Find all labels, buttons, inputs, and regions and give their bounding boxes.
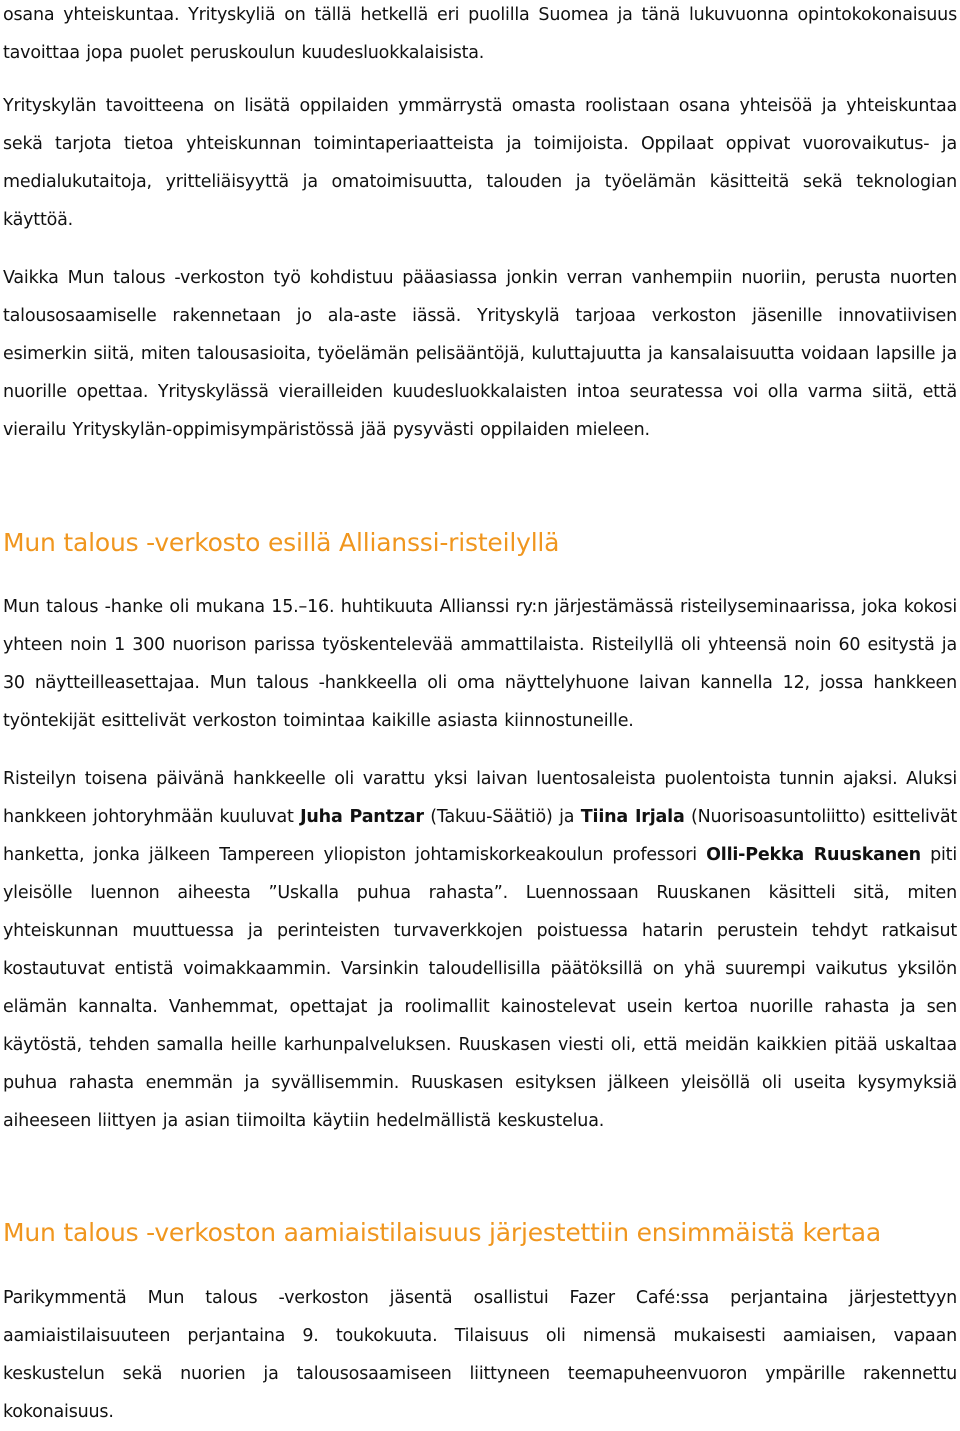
intro-paragraph-3: Vaikka Mun talous -verkoston työ kohdistuu pääasiassa jonkin verran vanhempiin nuoriin, perusta nuorten talousosaamiselle rakennetaan jo ala-aste iässä. Yrityskylä tarjoaa verkoston jäsenille innovatiivisen esimerkin siitä, miten talousasioita, työelämän pelisääntöjä, kuluttajuutta ja kansalaisuutta voidaan lapsille ja nuorille opettaa. Yrityskylässä vierailleiden kuudesluokkalaisten intoa seuratessa voi olla varma siitä, että vierailu Yrityskylän-oppimisympäristössä jää pysyvästi oppilaiden mieleen.	[3, 268, 957, 440]
allianssi-paragraph-2	[3, 760, 957, 1140]
allianssi-p2-text-c: (Nuorisoasuntoliitto) esittelivät hanketta, jonka jälkeen Tampereen yliopiston johtamiskorkeakoulun professori	[3, 807, 958, 865]
allianssi-p2-text-d: piti yleisölle luennon aiheesta ”Uskalla puhua rahasta”. Luennossaan Ruuskanen käsitteli sitä, miten yhteiskunnan muuttuessa ja perinteisten turvaverkkojen poistuessa hatarin perustein tehdyt ratkaisut kostautuvat entistä voimakkaammin. Varsinkin taloudellisilla päätöksillä on yhä suurempi vaikutus yksilön elämän kannalta. Vanhemmat, opettajat ja roolimallit kainostelevat usein kertoa nuorille rahasta ja sen käytöstä, tehden samalla heille karhunpalveluksen. Ruuskasen viesti oli, että meidän kaikkien pitää uskaltaa puhua rahasta enemmän ja syvällisemmin. Ruuskasen esityksen jälkeen yleisöllä oli useita kysymyksiä aiheeseen liittyen ja asian tiimoilta käytiin hedelmällistä keskustelua.	[3, 845, 957, 1131]
speaker-name-tiina-irjala: Tiina Irjala	[580, 807, 685, 827]
aamiainen-paragraph-1: Parikymmentä Mun talous -verkoston jäsentä osallistui Fazer Café:ssa perjantaina järjestettyyn aamiaistilaisuuteen perjantaina 9. toukokuuta. Tilaisuus oli nimensä mukaisesti aamiaisen, vapaan keskustelun sekä nuorien ja talousosaamiseen liittyneen teemapuheenvuoron ympärille rakennettu kokonaisuus.	[3, 1288, 957, 1422]
intro-paragraph-2: Yrityskylän tavoitteena on lisätä oppilaiden ymmärrystä omasta roolistaan osana yhteisöä ja yhteiskuntaa sekä tarjota tietoa yhteiskunnan toimintaperiaatteista ja toimijoista. Oppilaat oppivat vuorovaikutus- ja medialukutaitoja, yritteliäisyyttä ja omatoimisuutta, talouden ja työelämän käsitteitä sekä teknologian käyttöä.	[3, 96, 957, 230]
allianssi-paragraph-1: Mun talous -hanke oli mukana 15.–16. huhtikuuta Allianssi ry:n järjestämässä risteilyseminaarissa, joka kokosi yhteen noin 1 300 nuorison parissa työskentelevää ammattilaista. Risteilyllä oli yhteensä noin 60 esitystä ja 30 näytteilleasettajaa. Mun talous -hankkeella oli oma näyttelyhuone laivan kannella 12, jossa hankkeen työntekijät esittelivät verkoston toimintaa kaikille asiasta kiinnostuneille.	[3, 597, 957, 731]
section-title-allianssi: Mun talous -verkosto esillä Allianssi-risteilyllä	[3, 528, 560, 557]
intro-paragraph-1: osana yhteiskuntaa. Yrityskyliä on tällä hetkellä eri puolilla Suomea ja tänä lukuvuonna opintokokonaisuus tavoittaa jopa puolet peruskoulun kuudesluokkalaisista.	[3, 5, 957, 63]
allianssi-p2-text-a: Risteilyn toisena päivänä hankkeelle oli varattu yksi laivan luentosaleista puolentoista tunnin ajaksi. Aluksi hankkeen johtoryhmään kuuluvat	[3, 769, 957, 827]
speaker-name-juha-pantzar: Juha Pantzar	[300, 807, 424, 827]
speaker-name-olli-pekka-ruuskanen: Olli-Pekka Ruuskanen	[706, 845, 921, 865]
section-title-aamiaistilaisuus: Mun talous -verkoston aamiaistilaisuus järjestettiin ensimmäistä kertaa	[3, 1218, 881, 1247]
allianssi-p2-text-b: (Takuu-Säätiö) ja	[423, 807, 581, 827]
